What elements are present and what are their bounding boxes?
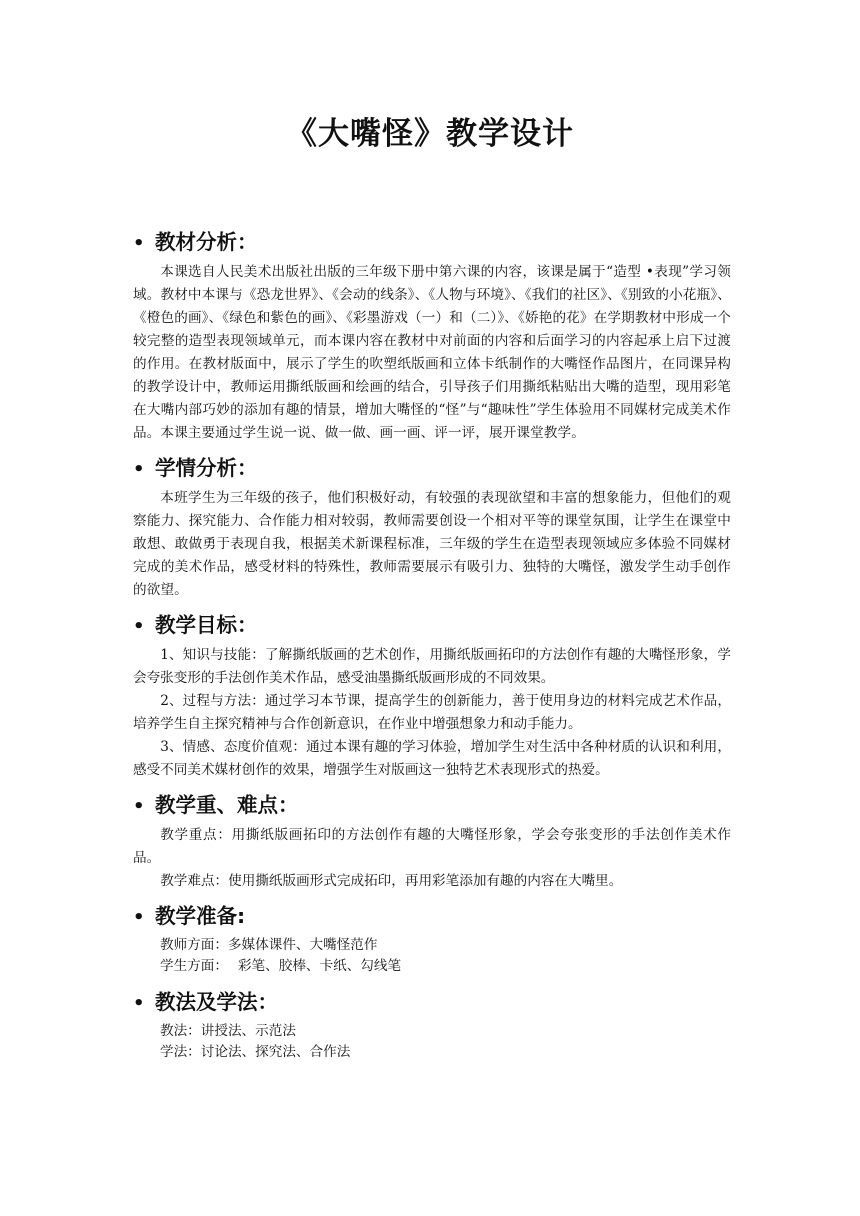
teacher-label: 教师方面： (160, 937, 228, 953)
paragraph: 2、过程与方法：通过学习本节课，提高学生的创新能力，善于使用身边的材料完成艺术作品，培养学生自主探究精神与合作创新意识，在作业中增强想象力和动手能力。 (133, 693, 731, 732)
teacher-value: 多媒体课件、大嘴怪范作 (227, 937, 378, 953)
bullet-icon: • (133, 616, 145, 637)
student-label: 学生方面： (160, 958, 228, 974)
section-heading-text: 学情分析： (155, 456, 258, 480)
section-heading (133, 900, 731, 932)
paragraph: 教学重点：用撕纸版画拓印的方法创作有趣的大嘴怪形象，学会夸张变形的手法创作美术作品。 (133, 827, 731, 866)
learning-method-line: 学法：讨论法、探究法、合作法 (160, 1044, 351, 1060)
section-heading-text: 教学准备: (155, 904, 246, 928)
paragraph: 1、知识与技能：了解撕纸版画的艺术创作，用撕纸版画拓印的方法创作有趣的大嘴怪形象，学会夸张变形的手法创作美术作品，感受油墨撕纸版画形成的不同效果。 (133, 647, 731, 686)
teacher-preparation-line (133, 935, 731, 956)
paragraph: 3、情感、态度价值观：通过本课有趣的学习体验，增加学生对生活中各种材质的认识和利用，感受不同美术媒材创作的效果，增强学生对版画这一独特艺术表现形式的热爱。 (133, 739, 731, 778)
teaching-method-line: 教法：讲授法、示范法 (160, 1023, 296, 1039)
student-value: 彩笔、胶棒、卡纸、勾线笔 (237, 958, 402, 974)
section-heading-text: 教法及学法： (155, 990, 278, 1014)
section-key-difficult-points (133, 789, 731, 893)
section-heading (133, 789, 731, 821)
bullet-icon: • (133, 796, 145, 817)
section-textbook-analysis (133, 226, 731, 445)
bullet-icon: • (133, 459, 145, 480)
paragraph: 本课选自人民美术出版社出版的三年级下册中第六课的内容，该课是属于“造型 •表现”学习领域。教材中本课与《恐龙世界》、《会动的线条》、《人物与环境》、《我们的社区》、《别致的小花瓶》、《橙色的画》、《绿色和紫色的画》、《彩墨游戏（一）和（二）》、《娇艳的花》在学期教材中形成一个较完整的造型表现领域单元，而本课内容在教材中对前面的内容和后面学习的内容起承上启下过渡的作用。在教材版面中，展示了学生的吹塑纸版画和立体卡纸制作的大嘴怪作品图片，在同课异构的教学设计中，教师运用撕纸版画和绘画的结合，引导孩子们用撕纸粘贴出大嘴的造型，现用彩笔在大嘴内部巧妙的添加有趣的情景，增加大嘴怪的“怪”与“趣味性”学生体验用不同媒材完成美术作品。本课主要通过学生说一说、做一做、画一画、评一评，展开课堂教学。 (133, 264, 731, 441)
section-heading (133, 609, 731, 641)
document-body (133, 226, 731, 1063)
section-heading-text: 教材分析： (155, 230, 258, 254)
document-title: 《大嘴怪》教学设计 (286, 116, 574, 152)
section-heading (133, 226, 731, 258)
bullet-icon: • (133, 233, 145, 254)
section-heading (133, 986, 731, 1018)
section-preparation (133, 900, 731, 977)
student-preparation-line (133, 956, 731, 977)
paragraph: 教学难点：使用撕纸版画形式完成拓印，再用彩笔添加有趣的内容在大嘴里。 (160, 873, 623, 889)
section-heading-text: 教学重、难点： (155, 793, 299, 817)
paragraph: 本班学生为三年级的孩子，他们积极好动，有较强的表现欲望和丰富的想象能力，但他们的观察能力、探究能力、合作能力相对较弱，教师需要创设一个相对平等的课堂氛围，让学生在课堂中敢想、敢做勇于表现自我，根据美术新课程标准，三年级的学生在造型表现领域应多体验不同媒材完成的美术作品，感受材料的特殊性，教师需要展示有吸引力、独特的大嘴怪，激发学生动手创作的欲望。 (133, 490, 731, 598)
bullet-icon: • (133, 993, 145, 1014)
section-heading-text: 教学目标： (155, 613, 258, 637)
bullet-icon: • (133, 907, 145, 928)
section-student-analysis (133, 452, 731, 602)
section-methods (133, 986, 731, 1063)
section-teaching-objectives (133, 609, 731, 782)
section-heading (133, 452, 731, 484)
